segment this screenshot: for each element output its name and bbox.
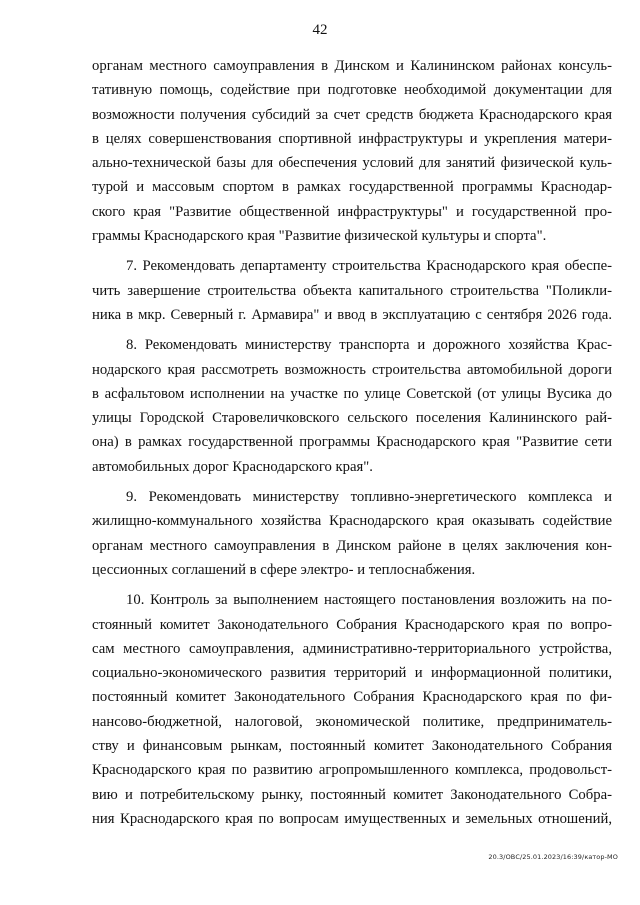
document-body (92, 54, 612, 837)
text-line: автомобильных дорог Краснодарского края". (92, 458, 373, 475)
paragraph-item-10 (92, 588, 612, 831)
text-line: в целях совершенствования спортивной инфраструктуры и укрепления матери- (92, 130, 612, 147)
page-number: 42 (312, 22, 328, 38)
text-line: ника в мкр. Северный г. Армавира" и ввод в эксплуатацию с сентября 2026 года. (92, 306, 612, 323)
paragraph-item-8 (92, 333, 612, 479)
text-line: стоянный комитет Законодательного Собрания Краснодарского края по вопро- (92, 616, 612, 633)
text-line: 7. Рекомендовать департаменту строительства Краснодарского края обеспе- (126, 258, 612, 275)
text-line: граммы Краснодарского края "Развитие физической культуры и спорта". (92, 228, 547, 245)
text-line: 9. Рекомендовать министерству топливно-энергетического комплекса и (126, 489, 612, 506)
text-line: цессионных соглашений в сфере электро- и теплоснабжения. (92, 561, 476, 578)
text-line: чить завершение строительства объекта капитального строительства "Поликли- (92, 282, 612, 299)
text-line: 10. Контроль за выполнением настоящего постановления возложить на по- (126, 592, 612, 609)
text-line: нодарского края рассмотреть возможность строительства автомобильной дороги (92, 361, 612, 378)
text-line: турой и массовым спортом в рамках государственной программы Краснодар- (92, 179, 612, 196)
text-line: социально-экономического развития территорий и информационной политики, (92, 665, 612, 682)
text-line: возможности получения субсидий за счет средств бюджета Краснодарского края (92, 106, 612, 123)
text-line: органам местного самоуправления в Динском районе в целях заключения кон- (92, 537, 612, 554)
text-line: 8. Рекомендовать министерству транспорта и дорожного хозяйства Крас- (126, 337, 612, 354)
text-line: нансово-бюджетной, налоговой, экономической политике, предприниматель- (92, 713, 612, 730)
document-footer-code: 20.3/ОВС/25.01.2023/16:39/катор-МО (488, 853, 618, 861)
text-line: сам местного самоуправления, административно-территориального устройства, (92, 640, 612, 657)
paragraph-continuation (92, 54, 612, 248)
text-line: вию и потребительскому рынку, постоянный комитет Законодательного Собра- (92, 786, 612, 803)
text-line: органам местного самоуправления в Динском и Калининском районах консуль- (92, 58, 612, 74)
text-line: улицы Городской Старовеличковского сельского поселения Калининского рай- (92, 410, 612, 427)
paragraph-item-9 (92, 485, 612, 582)
text-line: тативную помощь, содействие при подготовке необходимой документации для (92, 82, 612, 99)
text-line: ально-технической базы для обеспечения условий для занятий физической куль- (92, 155, 612, 172)
text-line: постоянный комитет Законодательного Собрания Краснодарского края по фи- (92, 689, 612, 706)
text-line: Краснодарского края по развитию агропромышленного комплекса, продовольст- (92, 762, 612, 779)
text-line: жилищно-коммунального хозяйства Краснодарского края оказывать содействие (92, 513, 612, 530)
text-line: в асфальтовом исполнении на участке по улице Советской (от улицы Вусика до (92, 385, 612, 402)
text-line: ния Краснодарского края по вопросам имущественных и земельных отношений, (92, 810, 612, 827)
text-line: ского края "Развитие общественной инфраструктуры" и государственной про- (92, 203, 612, 220)
text-line: ству и финансовым рынкам, постоянный комитет Законодательного Собрания (92, 738, 612, 755)
paragraph-item-7 (92, 254, 612, 327)
text-line: она) в рамках государственной программы Краснодарского края "Развитие сети (92, 434, 612, 451)
